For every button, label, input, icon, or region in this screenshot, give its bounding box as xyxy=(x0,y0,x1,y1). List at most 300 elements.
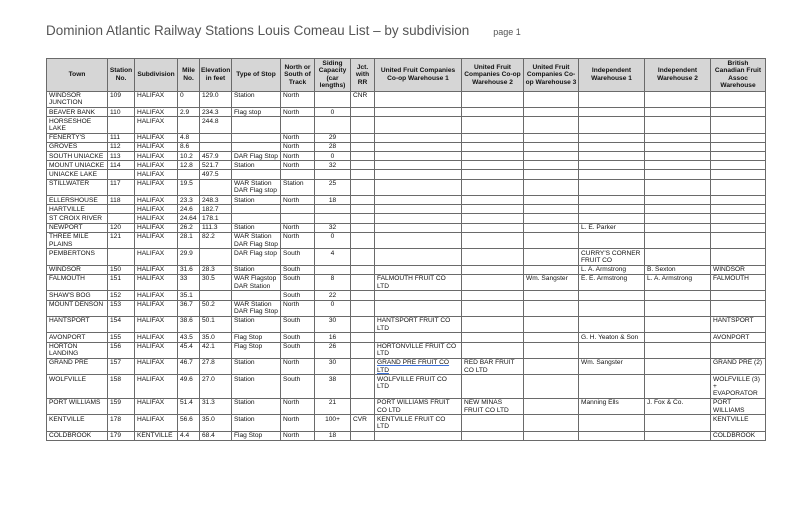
table-cell xyxy=(351,265,375,274)
table-cell: Wm. Sangster xyxy=(579,358,645,374)
table-cell xyxy=(351,398,375,414)
table-cell xyxy=(645,117,711,133)
table-cell xyxy=(524,117,579,133)
table-cell: 155 xyxy=(108,333,135,342)
col-header: North or South of Track xyxy=(281,59,315,92)
table-cell xyxy=(645,161,711,170)
table-cell xyxy=(579,300,645,316)
table-cell: 118 xyxy=(108,196,135,205)
table-cell xyxy=(645,415,711,431)
table-cell xyxy=(711,152,766,161)
table-cell: 156 xyxy=(108,342,135,358)
table-cell: 30 xyxy=(315,316,351,332)
table-cell: HALIFAX xyxy=(135,152,178,161)
table-cell: B. Sexton xyxy=(645,265,711,274)
table-cell xyxy=(645,342,711,358)
table-cell: 38.6 xyxy=(178,316,200,332)
table-cell xyxy=(351,214,375,223)
table-row xyxy=(47,170,766,179)
table-cell xyxy=(524,161,579,170)
table-cell xyxy=(645,133,711,142)
table-cell: HALIFAX xyxy=(135,358,178,374)
table-cell xyxy=(462,342,524,358)
table-cell: G. H. Yeaton & Son xyxy=(579,333,645,342)
table-cell: North xyxy=(281,300,315,316)
table-row xyxy=(47,161,766,170)
table-cell: L. E. Parker xyxy=(579,223,645,232)
table-cell: 35.0 xyxy=(200,415,232,431)
table-cell xyxy=(579,91,645,107)
table-cell xyxy=(711,223,766,232)
table-cell xyxy=(711,161,766,170)
table-cell xyxy=(462,274,524,290)
table-cell xyxy=(579,375,645,399)
table-cell xyxy=(645,91,711,107)
table-cell: Flag Stop xyxy=(232,431,281,440)
table-cell: UNIACKE LAKE xyxy=(47,170,108,179)
table-cell xyxy=(579,205,645,214)
table-cell: SHAW'S BOG xyxy=(47,291,108,300)
table-cell xyxy=(351,375,375,399)
table-cell xyxy=(524,342,579,358)
table-cell: 26 xyxy=(315,342,351,358)
table-cell: Flag Stop xyxy=(232,333,281,342)
table-cell xyxy=(462,161,524,170)
table-cell: 0 xyxy=(315,108,351,117)
table-cell: COLDBROOK xyxy=(711,431,766,440)
table-cell xyxy=(462,142,524,151)
table-row xyxy=(47,133,766,142)
table-cell xyxy=(645,214,711,223)
table-cell xyxy=(711,300,766,316)
table-cell: 49.6 xyxy=(178,375,200,399)
table-cell: 457.9 xyxy=(200,152,232,161)
table-cell: 43.5 xyxy=(178,333,200,342)
table-cell xyxy=(351,342,375,358)
col-header: Siding Capacity (car lengths) xyxy=(315,59,351,92)
table-cell: South xyxy=(281,274,315,290)
table-cell: 27.0 xyxy=(200,375,232,399)
table-cell: 38 xyxy=(315,375,351,399)
table-row xyxy=(47,291,766,300)
table-cell xyxy=(375,300,462,316)
table-cell: 8.6 xyxy=(178,142,200,151)
table-row xyxy=(47,91,766,107)
table-cell xyxy=(524,358,579,374)
col-header: British Canadian Fruit Assoc Warehouse xyxy=(711,59,766,92)
table-cell: HALIFAX xyxy=(135,196,178,205)
table-cell: 244.8 xyxy=(200,117,232,133)
table-cell xyxy=(711,179,766,195)
table-cell xyxy=(200,142,232,151)
table-cell: HALIFAX xyxy=(135,333,178,342)
table-cell: WAR Station DAR Flag stop xyxy=(232,179,281,195)
table-cell xyxy=(462,375,524,399)
col-header: Jct. with RR xyxy=(351,59,375,92)
table-cell: 521.7 xyxy=(200,161,232,170)
table-cell: COLDBROOK xyxy=(47,431,108,440)
table-cell xyxy=(315,265,351,274)
table-cell: 114 xyxy=(108,161,135,170)
table-cell xyxy=(232,133,281,142)
table-cell: 25 xyxy=(315,179,351,195)
table-cell: 50.2 xyxy=(200,300,232,316)
table-cell: PORT WILLIAMS FRUIT CO LTD xyxy=(375,398,462,414)
table-cell xyxy=(375,291,462,300)
table-cell xyxy=(579,415,645,431)
table-row xyxy=(47,223,766,232)
table-cell: ST CROIX RIVER xyxy=(47,214,108,223)
table-cell xyxy=(315,170,351,179)
table-cell: 157 xyxy=(108,358,135,374)
table-cell xyxy=(645,108,711,117)
table-cell: HALIFAX xyxy=(135,274,178,290)
table-cell: FALMOUTH xyxy=(711,274,766,290)
table-cell xyxy=(375,223,462,232)
table-cell: Station xyxy=(232,196,281,205)
table-cell: 50.1 xyxy=(200,316,232,332)
table-cell: 109 xyxy=(108,91,135,107)
table-cell: 21 xyxy=(315,398,351,414)
table-cell xyxy=(645,300,711,316)
table-cell: CNR xyxy=(351,91,375,107)
table-row xyxy=(47,398,766,414)
table-cell xyxy=(315,214,351,223)
table-cell: 51.4 xyxy=(178,398,200,414)
table-cell xyxy=(232,170,281,179)
table-cell: HARTVILLE xyxy=(47,205,108,214)
table-cell xyxy=(375,196,462,205)
table-cell xyxy=(351,161,375,170)
table-cell xyxy=(711,108,766,117)
table-cell xyxy=(462,133,524,142)
table-cell: North xyxy=(281,223,315,232)
table-cell xyxy=(524,291,579,300)
table-cell xyxy=(462,316,524,332)
table-cell: North xyxy=(281,152,315,161)
table-cell: HALIFAX xyxy=(135,133,178,142)
table-cell: 113 xyxy=(108,152,135,161)
col-header: United Fruit Companies Co-op Warehouse 2 xyxy=(462,59,524,92)
table-cell: 4.8 xyxy=(178,133,200,142)
table-cell xyxy=(375,214,462,223)
table-cell: 24.6 xyxy=(178,205,200,214)
table-cell xyxy=(232,291,281,300)
table-cell xyxy=(524,300,579,316)
table-cell xyxy=(351,431,375,440)
table-cell xyxy=(524,232,579,248)
table-cell: NEWPORT xyxy=(47,223,108,232)
table-cell xyxy=(645,431,711,440)
table-cell xyxy=(232,205,281,214)
table-cell xyxy=(579,152,645,161)
table-cell: North xyxy=(281,161,315,170)
table-cell xyxy=(462,265,524,274)
table-cell xyxy=(579,214,645,223)
table-cell: CVR xyxy=(351,415,375,431)
table-cell xyxy=(645,223,711,232)
table-cell xyxy=(711,205,766,214)
table-row xyxy=(47,117,766,133)
table-cell xyxy=(524,142,579,151)
table-cell: HALIFAX xyxy=(135,232,178,248)
table-cell: Wm. Sangster xyxy=(524,274,579,290)
table-cell: AVONPORT xyxy=(47,333,108,342)
table-cell: 112 xyxy=(108,142,135,151)
table-cell xyxy=(375,161,462,170)
table-cell xyxy=(645,375,711,399)
table-cell xyxy=(108,249,135,265)
table-cell xyxy=(524,316,579,332)
table-cell: THREE MILE PLAINS xyxy=(47,232,108,248)
table-cell: North xyxy=(281,431,315,440)
table-cell: BEAVER BANK xyxy=(47,108,108,117)
table-cell: HORTON LANDING xyxy=(47,342,108,358)
table-cell xyxy=(524,91,579,107)
table-cell: 0 xyxy=(178,91,200,107)
table-cell xyxy=(375,170,462,179)
table-cell xyxy=(524,431,579,440)
table-cell xyxy=(711,232,766,248)
table-cell: 32 xyxy=(315,223,351,232)
table-cell: 29.9 xyxy=(178,249,200,265)
table-cell: PEMBERTONS xyxy=(47,249,108,265)
table-cell xyxy=(315,91,351,107)
table-cell: WINDSOR JUNCTION xyxy=(47,91,108,107)
table-cell: 45.4 xyxy=(178,342,200,358)
table-cell: North xyxy=(281,108,315,117)
table-cell xyxy=(645,232,711,248)
table-cell: PORT WILLIAMS xyxy=(711,398,766,414)
table-cell xyxy=(462,108,524,117)
table-cell xyxy=(711,117,766,133)
table-cell: Flag stop xyxy=(232,108,281,117)
table-cell xyxy=(524,398,579,414)
table-cell xyxy=(108,170,135,179)
table-cell: South xyxy=(281,342,315,358)
table-cell xyxy=(645,152,711,161)
table-cell xyxy=(232,142,281,151)
table-cell: Station xyxy=(232,265,281,274)
table-cell: GRAND PRE (2) xyxy=(711,358,766,374)
table-cell xyxy=(579,232,645,248)
table-cell xyxy=(351,358,375,374)
table-cell: WOLFVILLE FRUIT CO LTD xyxy=(375,375,462,399)
table-row xyxy=(47,358,766,374)
table-cell: Station xyxy=(232,316,281,332)
table-cell: 0 xyxy=(315,232,351,248)
table-row xyxy=(47,415,766,431)
table-cell: North xyxy=(281,398,315,414)
table-cell: South xyxy=(281,375,315,399)
table-cell xyxy=(645,249,711,265)
table-cell: 100+ xyxy=(315,415,351,431)
table-cell: 28.1 xyxy=(178,232,200,248)
table-cell: AVONPORT xyxy=(711,333,766,342)
table-cell: ELLERSHOUSE xyxy=(47,196,108,205)
table-cell: HALIFAX xyxy=(135,214,178,223)
table-cell xyxy=(579,161,645,170)
table-cell: 117 xyxy=(108,179,135,195)
table-cell: 2.9 xyxy=(178,108,200,117)
table-row xyxy=(47,179,766,195)
table-cell: Station xyxy=(232,91,281,107)
table-cell: 18 xyxy=(315,431,351,440)
table-cell xyxy=(281,170,315,179)
table-cell: 120 xyxy=(108,223,135,232)
table-cell xyxy=(462,170,524,179)
table-cell xyxy=(462,291,524,300)
table-cell: 178 xyxy=(108,415,135,431)
table-cell xyxy=(524,249,579,265)
table-cell xyxy=(524,196,579,205)
table-cell: 24.64 xyxy=(178,214,200,223)
table-cell xyxy=(200,249,232,265)
table-cell: GROVES xyxy=(47,142,108,151)
table-cell xyxy=(200,133,232,142)
table-cell: North xyxy=(281,232,315,248)
table-cell xyxy=(462,205,524,214)
table-cell xyxy=(462,179,524,195)
table-cell xyxy=(524,415,579,431)
table-cell: HALIFAX xyxy=(135,316,178,332)
table-cell: 27.8 xyxy=(200,358,232,374)
table-cell xyxy=(579,133,645,142)
table-cell: HALIFAX xyxy=(135,291,178,300)
table-cell: KENTVILLE xyxy=(135,431,178,440)
table-cell xyxy=(462,196,524,205)
table-row xyxy=(47,152,766,161)
table-row xyxy=(47,232,766,248)
table-cell: FALMOUTH xyxy=(47,274,108,290)
table-cell: HORTONVILLE FRUIT CO LTD xyxy=(375,342,462,358)
table-row xyxy=(47,375,766,399)
table-cell: Station xyxy=(281,179,315,195)
table-cell xyxy=(645,358,711,374)
table-cell: South xyxy=(281,291,315,300)
table-cell xyxy=(108,214,135,223)
table-row xyxy=(47,274,766,290)
table-row xyxy=(47,249,766,265)
table-cell: HANTSPORT xyxy=(711,316,766,332)
table-cell xyxy=(524,179,579,195)
table-cell: KENTVILLE xyxy=(47,415,108,431)
table-cell: WOLFVILLE (3) + EVAPORATOR xyxy=(711,375,766,399)
table-cell: Station xyxy=(232,375,281,399)
table-cell xyxy=(375,91,462,107)
table-cell: HALIFAX xyxy=(135,179,178,195)
table-cell xyxy=(579,142,645,151)
header-row xyxy=(47,59,766,92)
table-cell: HALIFAX xyxy=(135,415,178,431)
table-row xyxy=(47,205,766,214)
table-cell: 152 xyxy=(108,291,135,300)
table-cell: HANTSPORT FRUIT CO LTD xyxy=(375,316,462,332)
table-cell: 68.4 xyxy=(200,431,232,440)
table-cell: 4.4 xyxy=(178,431,200,440)
table-cell xyxy=(375,232,462,248)
table-cell: 19.5 xyxy=(178,179,200,195)
table-cell xyxy=(375,152,462,161)
table-cell: 121 xyxy=(108,232,135,248)
table-body xyxy=(47,91,766,440)
table-cell xyxy=(351,300,375,316)
table-cell: 111 xyxy=(108,133,135,142)
table-cell: GRAND PRE FRUIT CO LTD xyxy=(375,358,462,374)
table-cell: 0 xyxy=(315,300,351,316)
table-cell: SOUTH UNIACKE xyxy=(47,152,108,161)
table-cell: Station xyxy=(232,161,281,170)
table-cell: HALIFAX xyxy=(135,398,178,414)
table-cell xyxy=(711,133,766,142)
table-cell: Station xyxy=(232,223,281,232)
table-cell: WAR Station DAR Flag Stop xyxy=(232,300,281,316)
table-cell xyxy=(711,196,766,205)
col-header: Station No. xyxy=(108,59,135,92)
table-cell xyxy=(579,108,645,117)
table-cell: South xyxy=(281,265,315,274)
table-cell xyxy=(351,196,375,205)
table-cell xyxy=(375,265,462,274)
table-cell xyxy=(645,205,711,214)
table-row xyxy=(47,316,766,332)
table-cell: 159 xyxy=(108,398,135,414)
table-cell xyxy=(711,91,766,107)
table-cell xyxy=(645,179,711,195)
table-cell: 16 xyxy=(315,333,351,342)
table-cell xyxy=(351,333,375,342)
table-cell: Station xyxy=(232,398,281,414)
table-cell xyxy=(375,249,462,265)
table-cell: HALIFAX xyxy=(135,170,178,179)
table-row xyxy=(47,214,766,223)
table-cell: Flag Stop xyxy=(232,342,281,358)
table-cell xyxy=(375,179,462,195)
table-cell: 29 xyxy=(315,133,351,142)
table-cell: 35.0 xyxy=(200,333,232,342)
table-cell: 30.5 xyxy=(200,274,232,290)
table-cell: HALIFAX xyxy=(135,249,178,265)
table-cell: 8 xyxy=(315,274,351,290)
table-cell: KENTVILLE xyxy=(711,415,766,431)
table-cell: 28.3 xyxy=(200,265,232,274)
table-cell: 248.3 xyxy=(200,196,232,205)
table-cell xyxy=(579,117,645,133)
table-cell xyxy=(645,196,711,205)
table-cell xyxy=(524,375,579,399)
document-title xyxy=(46,23,521,38)
table-cell: E. E. Armstrong xyxy=(579,274,645,290)
table-cell: 28 xyxy=(315,142,351,151)
table-cell: NEW MINAS FRUIT CO LTD xyxy=(462,398,524,414)
col-header: United Fruit Companies Co-op Warehouse 1 xyxy=(375,59,462,92)
table-cell: South xyxy=(281,333,315,342)
table-cell xyxy=(200,179,232,195)
table-cell xyxy=(351,142,375,151)
table-cell xyxy=(579,342,645,358)
table-cell: 182.7 xyxy=(200,205,232,214)
table-cell xyxy=(711,214,766,223)
table-cell xyxy=(462,91,524,107)
table-cell xyxy=(281,205,315,214)
table-cell: 36.7 xyxy=(178,300,200,316)
table-cell: 23.3 xyxy=(178,196,200,205)
table-cell: WINDSOR xyxy=(47,265,108,274)
table-cell xyxy=(524,214,579,223)
table-cell xyxy=(375,205,462,214)
table-cell: 158 xyxy=(108,375,135,399)
table-cell: 46.7 xyxy=(178,358,200,374)
